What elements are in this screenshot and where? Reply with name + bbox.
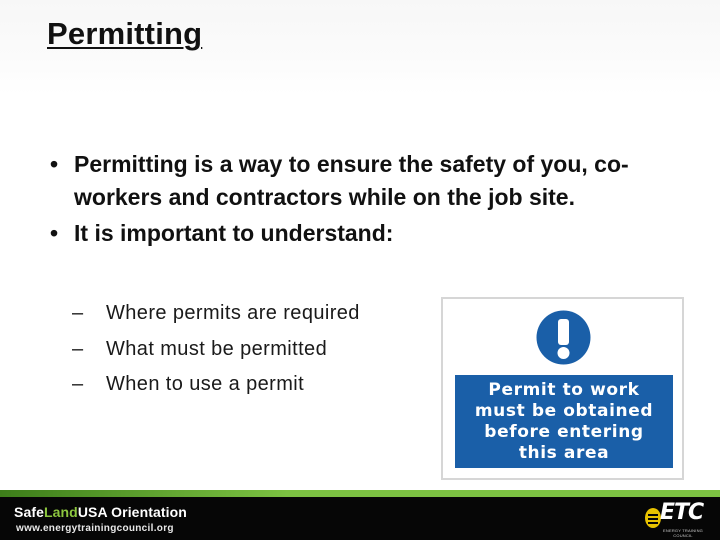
sub-bullet-text: What must be permitted bbox=[106, 337, 328, 360]
permit-sign-image bbox=[441, 297, 684, 480]
etc-logo-text: ETC bbox=[660, 500, 704, 525]
sub-bullet-text: Where permits are required bbox=[106, 302, 360, 324]
brand-part-land: Land bbox=[43, 504, 78, 520]
bullet-list bbox=[50, 148, 690, 250]
brand-part-safe: Safe bbox=[14, 504, 44, 520]
etc-logo-subtext: ENERGY TRAINING COUNCIL bbox=[663, 528, 703, 538]
sub-bullet-marker: – bbox=[72, 373, 84, 396]
bullet-marker: • bbox=[50, 151, 59, 177]
sign-line: Permit to work bbox=[488, 379, 640, 400]
footer-url: www.energytrainingcouncil.org bbox=[16, 523, 174, 534]
sub-bullet-text: When to use a permit bbox=[106, 373, 305, 396]
footer-bar bbox=[0, 497, 720, 540]
sub-bullet-list bbox=[72, 296, 432, 403]
sign-line: before entering bbox=[484, 421, 644, 442]
bullet-item bbox=[50, 217, 690, 250]
sub-bullet-item bbox=[72, 296, 432, 332]
bullet-text: It is important to understand: bbox=[74, 220, 394, 247]
footer-brand bbox=[14, 504, 187, 520]
sign-line: this area bbox=[518, 442, 610, 463]
brand-part-orientation: USA Orientation bbox=[77, 504, 187, 520]
sub-bullet-marker: – bbox=[72, 302, 84, 324]
sub-bullet-marker: – bbox=[72, 337, 84, 360]
page-title: Permitting bbox=[47, 16, 203, 51]
sub-bullet-item bbox=[72, 332, 432, 368]
bullet-item bbox=[50, 148, 690, 213]
exclamation-icon bbox=[536, 310, 591, 365]
sign-panel bbox=[455, 375, 673, 468]
footer-accent-stripe bbox=[0, 490, 720, 497]
bullet-text: Permitting is a way to ensure the safety of you, co-workers and contractors while on the job site. bbox=[74, 151, 629, 210]
sub-bullet-item bbox=[72, 367, 432, 403]
bullet-marker: • bbox=[50, 220, 59, 247]
sign-line: must be obtained bbox=[474, 400, 654, 421]
